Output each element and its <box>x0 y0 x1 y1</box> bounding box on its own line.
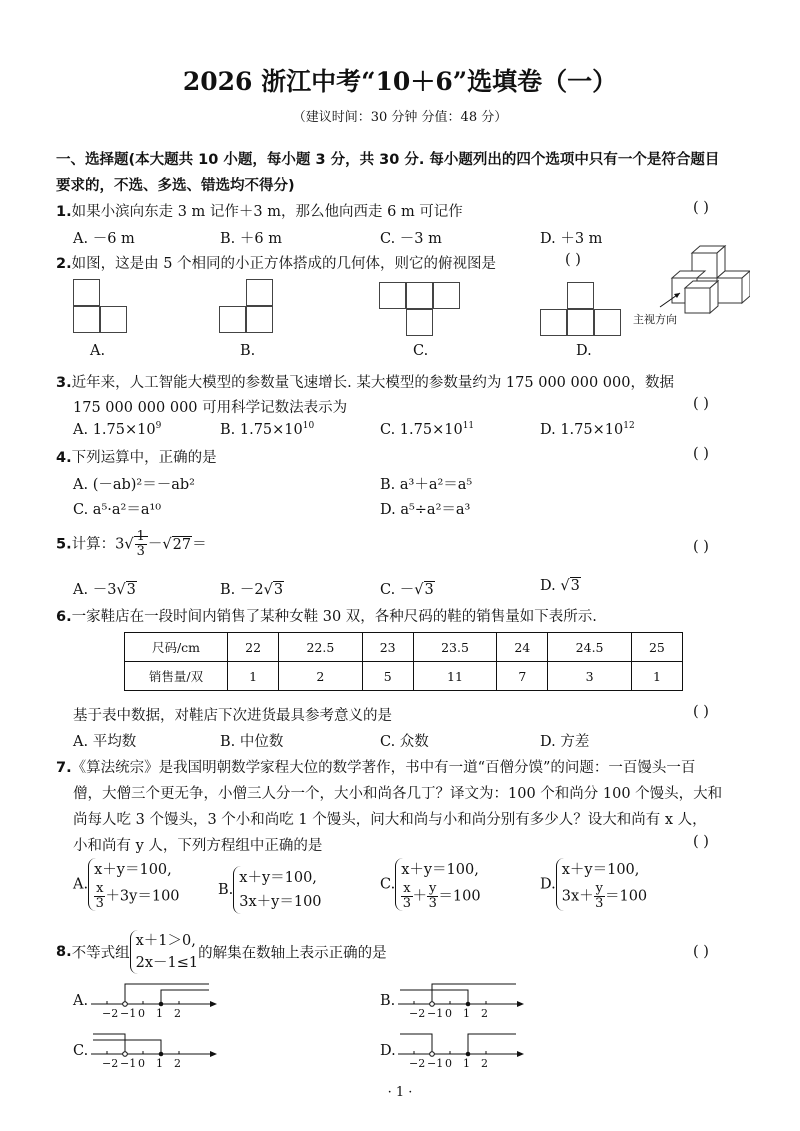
tick-label: −2 <box>409 1007 426 1020</box>
option-b: B. －2√3 <box>220 582 284 598</box>
option-a: A. －6 m <box>73 231 135 247</box>
question-1 <box>56 200 463 221</box>
q-text-cont: 尚每人吃 3 个馒头，3 个小和尚吃 1 个馒头，问大和尚与小和尚分别有多少人？设大和尚有 x 人， <box>73 812 707 828</box>
page-subtitle: （建议时间：30 分钟 分值：48 分） <box>292 110 508 125</box>
option-c: C. a⁵·a²＝a¹⁰ <box>73 502 162 518</box>
answer-paren: ( ) <box>693 704 709 720</box>
question-4 <box>56 446 217 467</box>
tick-label: 1 <box>156 1007 163 1020</box>
option-d: D. a⁵÷a²＝a³ <box>380 502 471 518</box>
option-d: D. 方差 <box>540 734 590 750</box>
option-b: B. <box>240 343 256 359</box>
tick-label: 1 <box>156 1057 163 1070</box>
q-text: 下列运算中，正确的是 <box>71 450 217 466</box>
section-heading-cont: 要求的，不选、多选、错选均不得分) <box>56 178 295 194</box>
tick-label: 0 <box>445 1057 452 1070</box>
tick-label: 0 <box>138 1057 145 1070</box>
tick-label: 1 <box>463 1007 470 1020</box>
page-number: · 1 · <box>387 1085 413 1100</box>
option-a: A. (－ab)²＝－ab² <box>73 477 195 493</box>
option-b: B. $1.75\times 10^{10}$ <box>220 421 315 438</box>
tick-label: −1 <box>427 1007 444 1020</box>
option-label: B. <box>380 993 396 1009</box>
q-text-cont: 小和尚有 y 人，下列方程组中正确的是 <box>73 838 323 854</box>
option-c: C. 众数 <box>380 734 429 750</box>
question-2 <box>56 252 496 273</box>
view-direction-label: 主视方向 <box>633 313 677 326</box>
q-number: 2. <box>56 256 72 272</box>
option-b: B. 中位数 <box>220 734 284 750</box>
answer-paren: ( ) <box>693 396 709 412</box>
option-a: A. $1.75\times 10^9$ <box>73 421 162 438</box>
answer-paren: ( ) <box>693 200 709 216</box>
tick-label: −2 <box>102 1057 119 1070</box>
tick-label: 2 <box>481 1057 488 1070</box>
question-7: 7.《算法统宗》是我国明朝数学家程大位的数学著作，书中有一道“百僧分馍”的问题：一百馒头一百 <box>56 760 696 776</box>
q-text: 如图，这是由 5 个相同的小正方体搭成的几何体，则它的俯视图是 <box>71 256 497 272</box>
option-b: B. a³＋a²＝a⁵ <box>380 477 473 493</box>
tick-label: 2 <box>174 1007 181 1020</box>
tick-label: −2 <box>409 1057 426 1070</box>
option-c: C. －√3 <box>380 582 434 598</box>
q-text: 如果小滨向东走 3 m 记作＋3 m，那么他向西走 6 m 可记作 <box>71 204 463 220</box>
q-text-cont: 175 000 000 000 可用科学记数法表示为 <box>73 400 348 416</box>
tick-label: −1 <box>427 1057 444 1070</box>
option-d: D.x＋y＝100, 3x＋ $\frac{y}{3}$ ＝100 <box>540 858 647 911</box>
question-8: 8.不等式组x＋1＞0, 2x－1≤1的解集在数轴上表示正确的是 <box>56 930 387 974</box>
answer-paren: ( ) <box>693 446 709 462</box>
option-b: B.x＋y＝100, 3x＋y＝100 <box>218 866 322 914</box>
q-text: 近年来，人工智能大模型的参数量飞速增长. 某大模型的参数量约为 175 000 000 000，数据 <box>71 375 674 391</box>
answer-paren: ( ) <box>693 834 709 850</box>
option-b: B. ＋6 m <box>220 231 282 247</box>
option-c: C. <box>413 343 429 359</box>
tick-label: −1 <box>120 1057 137 1070</box>
table-row: 尺码/cm 22 22.5 23 23.5 24 24.5 25 <box>125 633 683 662</box>
question-3 <box>56 371 674 392</box>
option-label: C. <box>73 1043 89 1059</box>
answer-paren: ( ) <box>693 944 709 960</box>
q-number: 3. <box>56 375 72 391</box>
section-heading: 一、选择题(本大题共 10 小题，每小题 3 分，共 30 分. 每小题列出的四个选项中只有一个是符合题目 <box>56 152 720 168</box>
tick-label: −2 <box>102 1007 119 1020</box>
table-row: 销售量/双 1 2 5 11 7 3 1 <box>125 662 683 691</box>
option-label: D. <box>380 1043 396 1059</box>
option-a: A. <box>90 343 106 359</box>
tick-label: 2 <box>481 1007 488 1020</box>
tick-label: −1 <box>120 1007 137 1020</box>
tick-label: 0 <box>445 1007 452 1020</box>
option-c: C. $1.75\times 10^{11}$ <box>380 421 475 438</box>
answer-paren: ( ) <box>565 252 581 268</box>
q-number: 4. <box>56 450 72 466</box>
tick-label: 1 <box>463 1057 470 1070</box>
option-c: C.x＋y＝100, $\frac{x}{3}$ ＋ $\frac{y}{3}$ ＝100 <box>380 858 481 911</box>
q-number: 1. <box>56 204 72 220</box>
option-c: C. －3 m <box>380 231 442 247</box>
question-5: 5.计算：3√ $\frac{1}{3}$ －√27＝ <box>56 529 207 559</box>
option-d: D. <box>576 343 592 359</box>
option-label: A. <box>73 993 89 1009</box>
option-a: A. －3√3 <box>73 582 136 598</box>
question-6: 6.一家鞋店在一段时间内销售了某种女鞋 30 双，各种尺码的鞋的销售量如下表所示. <box>56 609 597 625</box>
option-d: D. $1.75\times 10^{12}$ <box>540 421 635 438</box>
q-text-cont: 基于表中数据，对鞋店下次进货最具参考意义的是 <box>73 708 392 724</box>
answer-paren: ( ) <box>693 539 709 555</box>
q-text-cont: 僧，大僧三个更无争，小僧三人分一个，大小和尚各几丁？译文为：100 个和尚分 100 个馒头，大和 <box>73 786 723 802</box>
option-a: A.x＋y＝100, $\frac{x}{3}$ ＋3y＝100 <box>73 858 180 911</box>
tick-label: 0 <box>138 1007 145 1020</box>
page-title: 2026 浙江中考“10＋6”选填卷（一） <box>182 67 618 96</box>
option-d: D. ＋3 m <box>540 231 603 247</box>
shoe-sales-table <box>124 632 683 691</box>
option-d: D. √3 <box>540 578 580 594</box>
tick-label: 2 <box>174 1057 181 1070</box>
option-a: A. 平均数 <box>73 734 137 750</box>
